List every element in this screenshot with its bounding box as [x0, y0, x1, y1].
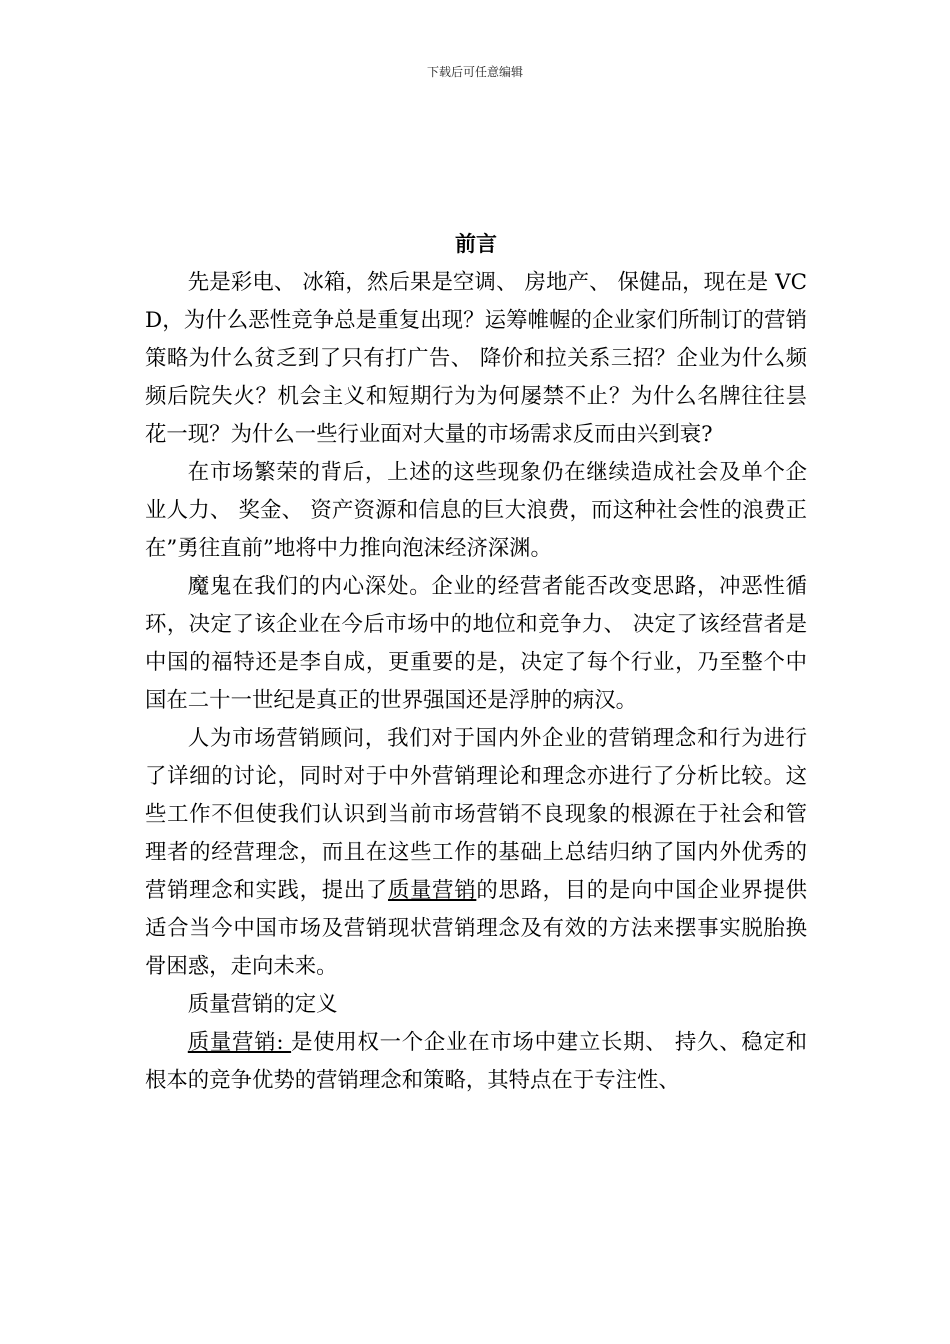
paragraph-1: 先是彩电、 冰箱，然后果是空调、 房地产、 保健品，现在是 VCD，为什么恶性竞争总是重复出现？运筹帷幄的企业家们所制订的营销策略为什么贫乏到了只有打广告、 降价和拉关系三招？企业为什么频频后院失火？机会主义和短期行为为何屡禁不止？为什么名牌往往昙花一现？为什么一些行业面对大量的市场需求反而由兴到衰?	[145, 270, 807, 447]
paragraph-4-text-before: 人为市场营销顾问，我们对于国内外企业的营销理念和行为进行了详细的讨论，同时对于中外营销理论和理念亦进行了分析比较。这些工作不但使我们认识到当前市场营销不良现象的根源在于社会和管理者的经营理念，而且在这些工作的基础上总结归纳了国内外优秀的营销理念和实践，提出了	[145, 726, 807, 903]
document-title: 前言	[455, 231, 497, 256]
paragraph-4-text-after: 的思路，目的是向中国企业界提供适合当今中国市场及营销现状营销理念及有效的方法来摆事实脱胎换骨困惑，走向未来。	[145, 878, 807, 979]
definition-text: 是使用权一个企业在市场中建立长期、 持久、稳定和根本的竞争优势的营销理念和策略，其特点在于专注性、	[145, 1030, 807, 1093]
definition-term: 质量营销:	[187, 1030, 292, 1055]
paragraph-4	[145, 720, 807, 986]
document-body	[145, 226, 807, 1100]
section-heading-definition: 质量营销的定义	[187, 992, 338, 1017]
quality-marketing-term: 质量营销	[387, 878, 477, 903]
paragraph-3: 魔鬼在我们的内心深处。企业的经营者能否改变思路，冲恶性循环，决定了该企业在今后市场中的地位和竞争力、 决定了该经营者是中国的福特还是李自成，更重要的是，决定了每个行业，乃至整个中国在二十一世纪是真正的世界强国还是浮肿的病汉。	[145, 574, 807, 713]
paragraph-definition	[145, 1024, 807, 1100]
paragraph-2: 在市场繁荣的背后，上述的这些现象仍在继续造成社会及单个企业人力、 奖金、 资产资源和信息的巨大浪费，而这种社会性的浪费正在”勇往直前”地将中力推向泡沫经济深渊。	[145, 460, 807, 561]
page-header-note: 下载后可任意编辑	[426, 65, 523, 79]
